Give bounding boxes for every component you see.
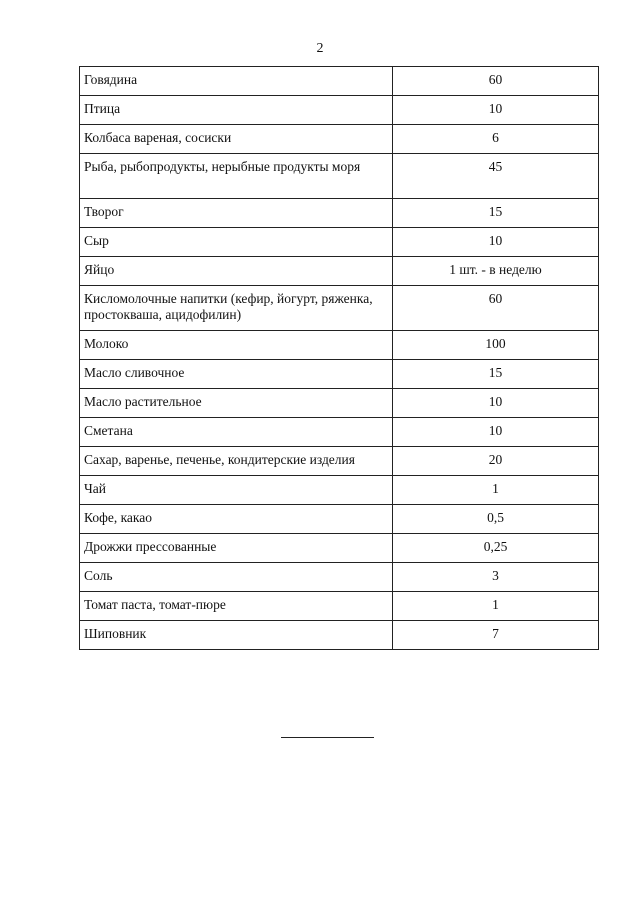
product-value-cell: 10 — [393, 389, 599, 418]
table-row — [80, 563, 599, 592]
product-value-cell: 10 — [393, 228, 599, 257]
table-row — [80, 360, 599, 389]
product-name-cell: Томат паста, томат-пюре — [80, 592, 393, 621]
product-name-cell: Дрожжи прессованные — [80, 534, 393, 563]
food-norms-table — [79, 66, 599, 650]
table-row — [80, 228, 599, 257]
product-value-cell: 15 — [393, 199, 599, 228]
product-value-cell: 20 — [393, 447, 599, 476]
product-value-cell: 15 — [393, 360, 599, 389]
product-name-cell: Сыр — [80, 228, 393, 257]
page-number: 2 — [316, 41, 324, 56]
product-name-cell: Чай — [80, 476, 393, 505]
product-name-cell: Говядина — [80, 67, 393, 96]
product-name-cell: Рыба, рыбопродукты, нерыбные продукты моря — [80, 154, 393, 199]
product-value-cell: 60 — [393, 67, 599, 96]
product-value-cell: 100 — [393, 331, 599, 360]
table-row — [80, 125, 599, 154]
product-name-cell: Молоко — [80, 331, 393, 360]
product-name-cell: Масло растительное — [80, 389, 393, 418]
product-name-cell: Творог — [80, 199, 393, 228]
product-value-cell: 3 — [393, 563, 599, 592]
table-row — [80, 199, 599, 228]
product-value-cell: 1 — [393, 476, 599, 505]
product-name-cell: Шиповник — [80, 621, 393, 650]
end-separator-line — [281, 737, 374, 738]
product-value-cell: 1 шт. - в неделю — [393, 257, 599, 286]
table-row — [80, 286, 599, 331]
table-row — [80, 389, 599, 418]
product-name-cell: Сметана — [80, 418, 393, 447]
product-value-cell: 7 — [393, 621, 599, 650]
product-value-cell: 10 — [393, 418, 599, 447]
product-name-cell: Сахар, варенье, печенье, кондитерские изделия — [80, 447, 393, 476]
table-row — [80, 257, 599, 286]
product-name-cell: Кисломолочные напитки (кефир, йогурт, ряженка, простокваша, ацидофилин) — [80, 286, 393, 331]
table-row — [80, 592, 599, 621]
table-row — [80, 154, 599, 199]
table-row — [80, 621, 599, 650]
product-value-cell: 1 — [393, 592, 599, 621]
product-value-cell: 0,5 — [393, 505, 599, 534]
table-row — [80, 418, 599, 447]
table-row — [80, 447, 599, 476]
product-value-cell: 6 — [393, 125, 599, 154]
product-name-cell: Яйцо — [80, 257, 393, 286]
product-value-cell: 10 — [393, 96, 599, 125]
product-name-cell: Масло сливочное — [80, 360, 393, 389]
table-row — [80, 331, 599, 360]
product-name-cell: Птица — [80, 96, 393, 125]
table-row — [80, 96, 599, 125]
table-row — [80, 534, 599, 563]
product-value-cell: 0,25 — [393, 534, 599, 563]
table-row — [80, 505, 599, 534]
table-row — [80, 476, 599, 505]
table-row — [80, 67, 599, 96]
product-name-cell: Кофе, какао — [80, 505, 393, 534]
product-value-cell: 45 — [393, 154, 599, 199]
product-value-cell: 60 — [393, 286, 599, 331]
product-name-cell: Соль — [80, 563, 393, 592]
product-name-cell: Колбаса вареная, сосиски — [80, 125, 393, 154]
